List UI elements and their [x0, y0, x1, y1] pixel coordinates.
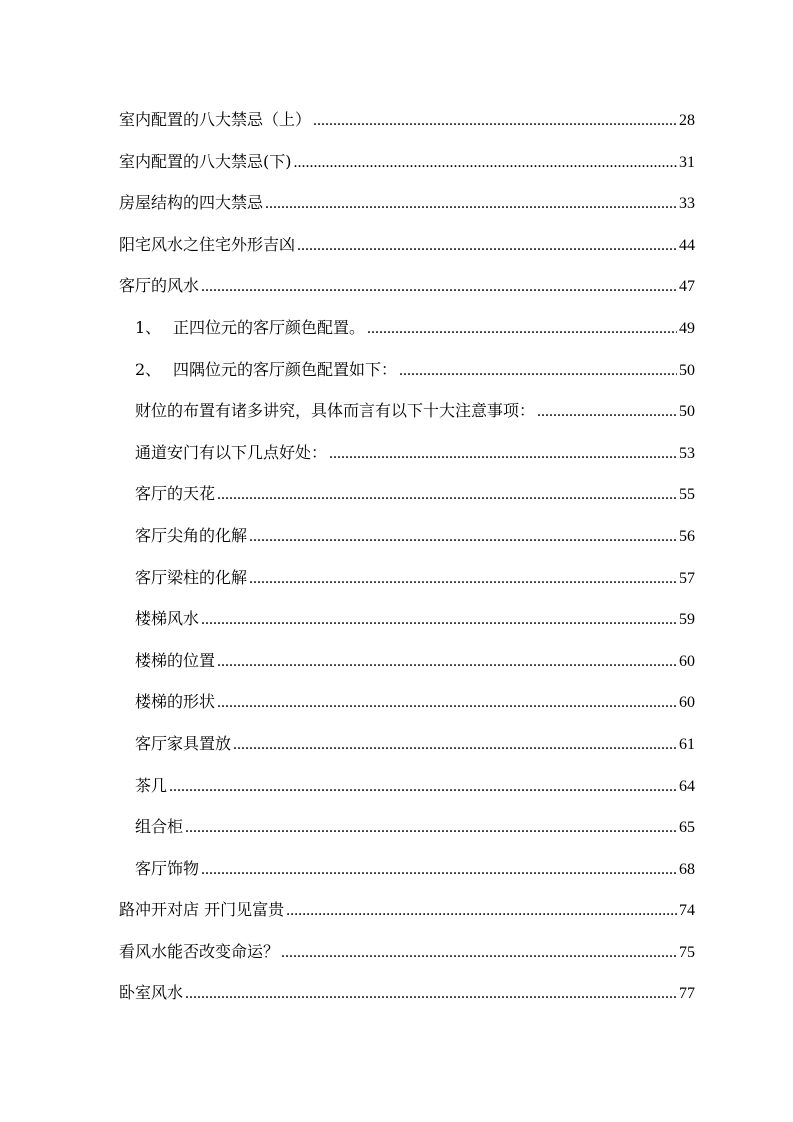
- toc-entry-title: [135, 765, 167, 807]
- toc-entry-title: [119, 931, 279, 973]
- toc-dot-leader: [169, 766, 677, 808]
- toc-page-number: 77: [679, 985, 695, 1003]
- toc-entry-title: [135, 307, 365, 349]
- toc-dot-leader: [281, 932, 677, 974]
- toc-entry-text: 室内配置的八大禁忌（上）: [119, 110, 312, 129]
- toc-entry[interactable]: [119, 557, 695, 599]
- toc-entry-title: [135, 723, 231, 765]
- toc-entry[interactable]: [119, 307, 695, 349]
- toc-entry-title: [135, 515, 247, 557]
- toc-entry[interactable]: [119, 806, 695, 848]
- toc-page-number: 60: [679, 652, 695, 670]
- toc-entry[interactable]: [119, 265, 695, 307]
- toc-page-number: 64: [679, 777, 695, 795]
- toc-dot-leader: [217, 474, 677, 516]
- toc-entry[interactable]: [119, 598, 695, 640]
- toc-page-number: 47: [679, 278, 695, 296]
- toc-entry[interactable]: [119, 765, 695, 807]
- toc-entry-title: [119, 99, 311, 141]
- table-of-contents: [119, 99, 695, 1014]
- toc-entry-text: 组合柜: [135, 817, 184, 837]
- toc-page-number: 50: [679, 403, 695, 421]
- toc-entry[interactable]: [119, 182, 695, 224]
- toc-entry-title: [135, 557, 247, 599]
- toc-entry[interactable]: [119, 723, 695, 765]
- toc-dot-leader: [297, 225, 677, 267]
- toc-page-number: 53: [679, 444, 695, 462]
- toc-page-number: 33: [679, 195, 695, 213]
- toc-page-number: 74: [679, 902, 695, 920]
- toc-entry-text: 路冲开对店 开门见富贵: [119, 900, 285, 920]
- toc-entry[interactable]: [119, 515, 695, 557]
- toc-entry-number: 2、: [135, 359, 162, 379]
- toc-entry-title: [119, 972, 183, 1014]
- toc-entry[interactable]: [119, 390, 695, 432]
- toc-entry-title: [135, 390, 535, 432]
- toc-entry-text: 客厅尖角的化解: [135, 525, 248, 545]
- toc-page-number: 28: [679, 112, 695, 129]
- toc-entry-title: [119, 182, 263, 224]
- toc-page-number: 56: [679, 527, 695, 545]
- toc-dot-leader: [217, 682, 677, 724]
- toc-entry-title: [119, 889, 284, 931]
- toc-page-number: 61: [679, 735, 695, 753]
- toc-entry-text: 四隅位元的客厅颜色配置如下：: [173, 359, 398, 379]
- toc-dot-leader: [217, 641, 677, 683]
- toc-dot-leader: [201, 266, 677, 308]
- toc-entry-text: 客厅饰物: [135, 858, 200, 878]
- toc-entry[interactable]: [119, 432, 695, 474]
- toc-entry-text: 卧室风水: [119, 983, 184, 1003]
- toc-entry-text: 楼梯的形状: [135, 692, 216, 712]
- toc-dot-leader: [233, 724, 677, 766]
- toc-dot-leader: [399, 350, 677, 392]
- toc-entry-text: 楼梯的位置: [135, 650, 216, 670]
- toc-entry-title: [119, 265, 199, 307]
- toc-entry-text: 阳宅风水之住宅外形吉凶: [119, 234, 296, 254]
- toc-dot-leader: [185, 807, 677, 849]
- toc-entry-text: 客厅梁柱的化解: [135, 567, 248, 587]
- toc-dot-leader: [249, 558, 677, 600]
- toc-entry[interactable]: [119, 473, 695, 515]
- toc-entry[interactable]: [119, 640, 695, 682]
- toc-entry[interactable]: [119, 889, 695, 931]
- toc-entry-title: [135, 349, 397, 391]
- toc-page-number: 31: [679, 153, 695, 171]
- toc-entry-title: [135, 806, 183, 848]
- toc-entry-text: 客厅家具置放: [135, 733, 232, 753]
- toc-entry[interactable]: [119, 848, 695, 890]
- toc-entry[interactable]: [119, 224, 695, 266]
- toc-page-number: 50: [679, 361, 695, 379]
- toc-entry-title: [135, 598, 199, 640]
- toc-page-number: 59: [679, 611, 695, 629]
- toc-entry[interactable]: [119, 99, 695, 141]
- toc-entry-text: 通道安门有以下几点好处：: [135, 442, 328, 462]
- toc-page-number: 49: [679, 319, 695, 337]
- toc-dot-leader: [249, 516, 677, 558]
- toc-entry[interactable]: [119, 141, 695, 183]
- toc-page-number: 75: [679, 943, 695, 961]
- toc-dot-leader: [329, 433, 677, 475]
- toc-dot-leader: [537, 391, 677, 433]
- toc-page-number: 44: [679, 236, 695, 254]
- toc-entry[interactable]: [119, 972, 695, 1014]
- toc-entry-title: [135, 848, 199, 890]
- toc-page-number: 60: [679, 694, 695, 712]
- toc-page-number: 65: [679, 819, 695, 837]
- toc-entry-title: [135, 432, 327, 474]
- toc-dot-leader: [367, 308, 677, 350]
- toc-page-number: 68: [679, 860, 695, 878]
- toc-entry-title: [135, 640, 215, 682]
- toc-entry-title: [119, 224, 295, 266]
- toc-entry-title: [135, 681, 215, 723]
- toc-entry-text: 客厅的天花: [135, 484, 216, 504]
- toc-dot-leader: [294, 142, 678, 184]
- toc-entry-text: 楼梯风水: [135, 609, 200, 629]
- toc-dot-leader: [201, 849, 677, 891]
- toc-page-number: 55: [679, 486, 695, 504]
- toc-entry-text: 财位的布置有诸多讲究，具体而言有以下十大注意事项：: [135, 401, 536, 421]
- toc-entry-title: [119, 141, 292, 183]
- toc-entry-title: [135, 473, 215, 515]
- toc-entry[interactable]: [119, 681, 695, 723]
- toc-page-number: 57: [679, 569, 695, 587]
- toc-dot-leader: [185, 973, 677, 1015]
- toc-entry-text: 房屋结构的四大禁忌: [119, 193, 264, 213]
- toc-entry[interactable]: [119, 931, 695, 973]
- toc-entry-text: 正四位元的客厅颜色配置。: [173, 317, 366, 337]
- toc-dot-leader: [313, 100, 677, 142]
- toc-dot-leader: [265, 183, 677, 225]
- toc-entry[interactable]: [119, 349, 695, 391]
- toc-entry-text: 室内配置的八大禁忌(下): [119, 151, 292, 171]
- toc-entry-text: 茶几: [135, 775, 168, 795]
- toc-entry-text: 客厅的风水: [119, 276, 200, 296]
- toc-dot-leader: [201, 599, 677, 641]
- toc-dot-leader: [286, 890, 677, 932]
- toc-entry-number: 1、: [135, 317, 162, 337]
- toc-entry-text: 看风水能否改变命运？: [119, 941, 280, 961]
